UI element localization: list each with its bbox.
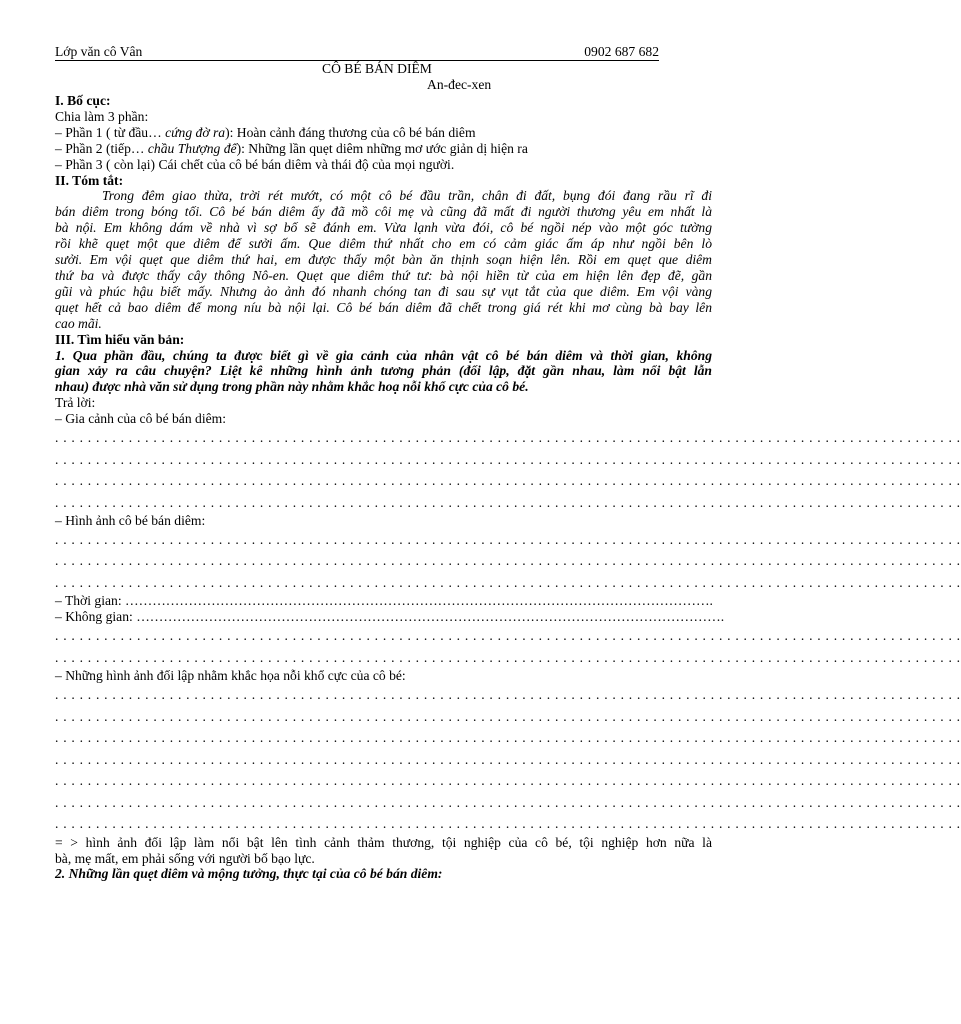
family-label: – Gia cảnh của cô bé bán diêm:	[55, 411, 226, 427]
section-1-heading: I. Bố cục:	[55, 93, 111, 108]
answer-dotted-line[interactable]: . . . . . . . . . . . . . . . . . . . . . . . . . . . . . . . . . . . . . . . . . . . . . . . . . . . . . . . . . . . . . . . . . . . . . . . . . . . . . . . . . . . . . . . . . . . . . . . . . . . . . . . . . . . . . . .	[55, 531, 961, 547]
question-1	[55, 348, 712, 396]
conclusion-line: bà, mẹ mất, em phải sống với người bố bạo lực.	[55, 850, 315, 866]
question-1-line: nhau) được nhà văn sử dụng trong phần này nhằm khắc hoạ nỗi khổ cực của cô bé.	[55, 379, 529, 395]
answer-dotted-line[interactable]: . . . . . . . . . . . . . . . . . . . . . . . . . . . . . . . . . . . . . . . . . . . . . . . . . . . . . . . . . . . . . . . . . . . . . . . . . . . . . . . . . . . . . . . . . . . . . . . . . . . . . . . . . . . . . . .	[55, 687, 961, 703]
question-1-line: 1. Qua phần đầu, chúng ta được biết gì về gia cảnh của nhân vật cô bé bán diêm và thời gian, không	[55, 347, 712, 363]
answer-dotted-line[interactable]: . . . . . . . . . . . . . . . . . . . . . . . . . . . . . . . . . . . . . . . . . . . . . . . . . . . . . . . . . . . . . . . . . . . . . . . . . . . . . . . . . . . . . . . . . . . . . . . . . . . . . . . . . . . . . . .	[55, 730, 961, 746]
title-row	[55, 61, 712, 77]
answer-dotted-line[interactable]: . . . . . . . . . . . . . . . . . . . . . . . . . . . . . . . . . . . . . . . . . . . . . . . . . . . . . . . . . . . . . . . . . . . . . . . . . . . . . . . . . . . . . . . . . . . . . . . . . . . . . . . . . . . . . . .	[55, 751, 961, 767]
summary-line: quẹt hết cả bao diêm để mong níu bà nội lại. Cô bé bán diêm đã chết trong giá rét khi mơ cùng bà bay lên	[55, 299, 712, 315]
answer-dotted-line[interactable]: . . . . . . . . . . . . . . . . . . . . . . . . . . . . . . . . . . . . . . . . . . . . . . . . . . . . . . . . . . . . . . . . . . . . . . . . . . . . . . . . . . . . . . . . . . . . . . . . . . . . . . . . . . . . . . .	[55, 708, 961, 724]
answer-dotted-line[interactable]: . . . . . . . . . . . . . . . . . . . . . . . . . . . . . . . . . . . . . . . . . . . . . . . . . . . . . . . . . . . . . . . . . . . . . . . . . . . . . . . . . . . . . . . . . . . . . . . . . . . . . . . . . . . . . . .	[55, 816, 961, 832]
contrast-label: – Những hình ảnh đối lập nhằm khắc họa nỗi khổ cực của cô bé:	[55, 668, 406, 684]
conclusion-line: = > hình ảnh đối lập làm nổi bật lên tình cảnh thảm thương, tội nghiệp của cô bé, tội nghiệp hơn nữa là	[55, 834, 712, 850]
answer-dotted-line[interactable]: . . . . . . . . . . . . . . . . . . . . . . . . . . . . . . . . . . . . . . . . . . . . . . . . . . . . . . . . . . . . . . . . . . . . . . . . . . . . . . . . . . . . . . . . . . . . . . . . . . . . . . . . . . . . . . .	[55, 649, 961, 665]
part-1-line: – Phần 1 ( từ đầu… cứng đờ ra): Hoàn cảnh đáng thương của cô bé bán diêm	[55, 124, 476, 140]
section-2-heading: II. Tóm tắt:	[55, 172, 124, 188]
answer-dotted-line[interactable]: . . . . . . . . . . . . . . . . . . . . . . . . . . . . . . . . . . . . . . . . . . . . . . . . . . . . . . . . . . . . . . . . . . . . . . . . . . . . . . . . . . . . . . . . . . . . . . . . . . . . . . . . . . . . . . .	[55, 553, 961, 569]
summary-line: Trong đêm giao thừa, trời rét mướt, có một cô bé đầu trần, chân đi đất, bụng đói đang rầu rĩ đi	[102, 188, 712, 204]
summary-line: bà nội. Em không dám về nhà vì sợ bố sẽ đánh em. Vừa lạnh vừa đói, cô bé ngồi nép vào một góc tường	[55, 220, 712, 236]
answer-dotted-line[interactable]: . . . . . . . . . . . . . . . . . . . . . . . . . . . . . . . . . . . . . . . . . . . . . . . . . . . . . . . . . . . . . . . . . . . . . . . . . . . . . . . . . . . . . . . . . . . . . . . . . . . . . . . . . . . . . . .	[55, 794, 961, 810]
answer-dotted-line[interactable]: . . . . . . . . . . . . . . . . . . . . . . . . . . . . . . . . . . . . . . . . . . . . . . . . . . . . . . . . . . . . . . . . . . . . . . . . . . . . . . . . . . . . . . . . . . . . . . . . . . . . . . . . . . . . . . .	[55, 494, 961, 510]
phone-number: 0902 687 682	[584, 44, 659, 59]
summary-line: sưởi. Em vội quẹt que diêm thứ hai, em được thấy một bàn ăn thịnh soạn hiện lên. Rồi em quẹt que diêm	[55, 252, 712, 268]
section-1-intro: Chia làm 3 phần:	[55, 108, 149, 124]
answer-dotted-line[interactable]: . . . . . . . . . . . . . . . . . . . . . . . . . . . . . . . . . . . . . . . . . . . . . . . . . . . . . . . . . . . . . . . . . . . . . . . . . . . . . . . . . . . . . . . . . . . . . . . . . . . . . . . . . . . . . . .	[55, 574, 961, 590]
summary-line: bán diêm trong bóng tối. Cô bé bán diêm ấy đã mồ côi mẹ và cũng đã mất đi người thương yêu em nhất là	[55, 204, 712, 220]
document-title: CÔ BÉ BÁN DIÊM	[322, 61, 432, 76]
author-row	[55, 77, 712, 93]
summary-line: thứ ba và được thấy cây thông Nô-en. Quẹt que diêm thứ tư: bà nội hiền từ của em hiện lên đẹp đẽ, gần	[55, 267, 712, 283]
section-3-heading: III. Tìm hiểu văn bản:	[55, 331, 185, 347]
answer-dotted-line[interactable]: . . . . . . . . . . . . . . . . . . . . . . . . . . . . . . . . . . . . . . . . . . . . . . . . . . . . . . . . . . . . . . . . . . . . . . . . . . . . . . . . . . . . . . . . . . . . . . . . . . . . . . . . . . . . . . .	[55, 473, 961, 489]
summary-line: rồi khẽ quẹt một que diêm để sưởi ấm. Que diêm thứ nhất cho em có cảm giác ấm áp như ngồi bên lò	[55, 236, 712, 252]
time-line[interactable]: – Thời gian: ………………………………………………………………………………………………………………….	[55, 593, 713, 609]
summary-paragraph	[55, 188, 712, 331]
page-header	[55, 44, 659, 61]
class-name: Lớp văn cô Vân	[55, 44, 143, 59]
image-label: – Hình ảnh cô bé bán diêm:	[55, 513, 206, 529]
answer-dotted-line[interactable]: . . . . . . . . . . . . . . . . . . . . . . . . . . . . . . . . . . . . . . . . . . . . . . . . . . . . . . . . . . . . . . . . . . . . . . . . . . . . . . . . . . . . . . . . . . . . . . . . . . . . . . . . . . . . . . .	[55, 451, 961, 467]
question-2: 2. Những lần quẹt diêm và mộng tưởng, thực tại của cô bé bán diêm:	[55, 866, 443, 882]
summary-line: cao mãi.	[55, 315, 102, 331]
answer-label: Trả lời:	[55, 395, 96, 411]
worksheet-page	[55, 44, 961, 882]
part-3-line: – Phần 3 ( còn lại) Cái chết của cô bé bán diêm và thái độ của mọi người.	[55, 156, 455, 172]
space-line[interactable]: – Không gian: ………………………………………………………………………………………………………………….	[55, 609, 725, 625]
answer-dotted-line[interactable]: . . . . . . . . . . . . . . . . . . . . . . . . . . . . . . . . . . . . . . . . . . . . . . . . . . . . . . . . . . . . . . . . . . . . . . . . . . . . . . . . . . . . . . . . . . . . . . . . . . . . . . . . . . . . . . .	[55, 430, 961, 446]
question-1-line: gian xảy ra câu chuyện? Liệt kê những hình ảnh tương phản (đối lập, đặt gần nhau, làm nổi bật lẫn	[55, 363, 712, 379]
author-name: An-đec-xen	[427, 77, 492, 92]
summary-line: gũi và phúc hậu biết mấy. Nhưng ảo ảnh đó nhanh chóng tan đi sau sự vụt tắt của que diêm. Em vội vàng	[55, 283, 712, 299]
part-2-line: – Phần 2 (tiếp… chầu Thượng đế): Những lần quẹt diêm những mơ ước giản dị hiện ra	[55, 140, 528, 156]
answer-dotted-line[interactable]: . . . . . . . . . . . . . . . . . . . . . . . . . . . . . . . . . . . . . . . . . . . . . . . . . . . . . . . . . . . . . . . . . . . . . . . . . . . . . . . . . . . . . . . . . . . . . . . . . . . . . . . . . . . . . . .	[55, 773, 961, 789]
answer-dotted-line[interactable]: . . . . . . . . . . . . . . . . . . . . . . . . . . . . . . . . . . . . . . . . . . . . . . . . . . . . . . . . . . . . . . . . . . . . . . . . . . . . . . . . . . . . . . . . . . . . . . . . . . . . . . . . . . . . . . .	[55, 628, 961, 644]
